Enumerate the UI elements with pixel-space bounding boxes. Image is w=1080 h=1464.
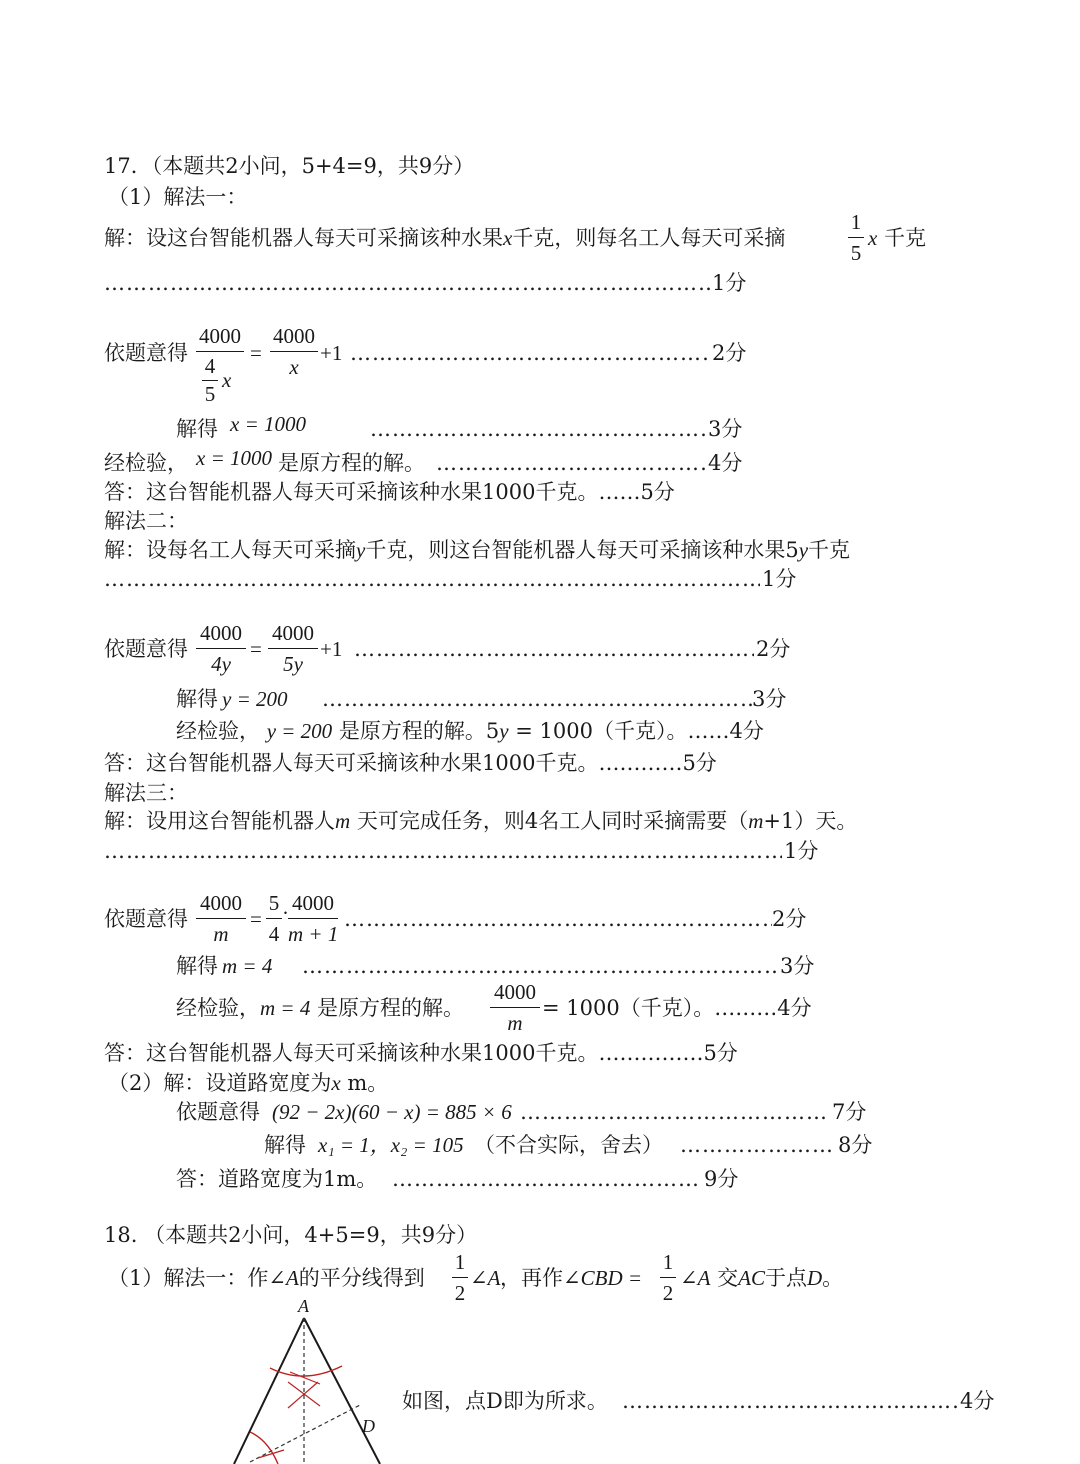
m2-eq-tail: +1	[320, 637, 343, 661]
m1-eq-right-fraction: 4000 x	[270, 324, 318, 379]
m3-eq-left-fraction: 4000 m	[196, 891, 246, 946]
construction-mark-1	[290, 1372, 320, 1384]
m1-solve-expr: x = 1000	[230, 412, 306, 436]
q18-angle-a-1: ∠A	[470, 1266, 501, 1290]
m3-check: 经检验，m = 4 是原方程的解。	[176, 996, 465, 1020]
m2-eq-label: 依题意得	[104, 637, 188, 661]
m1-dots-2	[350, 340, 710, 366]
m2-dots-1	[104, 566, 760, 592]
q18-part1-d: ∠A 交AC于点D。	[680, 1266, 844, 1290]
m2-eq-left-fraction: 4000 4y	[196, 621, 246, 676]
q18-dots	[622, 1388, 958, 1414]
m1-check-end: 是原方程的解。	[278, 451, 425, 475]
m1-check-label: 经检验，	[104, 451, 188, 475]
m1-score-2: 2分	[712, 341, 747, 365]
m2-check: 经检验， y = 200 是原方程的解。5y = 1000（千克）。……4分	[176, 719, 764, 743]
m3-solve-label: 解得	[176, 954, 218, 978]
m3-title: 解法三：	[104, 781, 188, 805]
m3-score-2: 2分	[772, 907, 807, 931]
m1-answer: 答：这台智能机器人每天可采摘该种水果1000千克。……5分	[104, 480, 675, 504]
p2-dots-3	[392, 1166, 702, 1192]
p2-eq-expr: (92 − 2x)(60 − x) = 885 × 6	[272, 1100, 512, 1124]
m1-dots-1	[104, 270, 710, 296]
q18-header: 18. （本题共2小问，4+5=9，共9分）	[104, 1223, 478, 1247]
m1-check-expr: x = 1000	[196, 446, 272, 470]
m3-solve-expr: m = 4	[222, 954, 273, 978]
p2-solve-note: （不合实际，舍去）	[474, 1133, 663, 1157]
p2-setup: （2）解：设道路宽度为x m。	[108, 1071, 389, 1095]
m2-score-1: 1分	[762, 567, 797, 591]
m1-dots-3	[370, 416, 708, 442]
m3-dots-2	[344, 906, 772, 932]
m3-score-1: 1分	[784, 839, 819, 863]
p2-eq-label: 依题意得	[176, 1100, 260, 1124]
figure-label-a: A	[298, 1296, 309, 1316]
m1-score-4: 4分	[708, 451, 743, 475]
m2-title: 解法二：	[104, 509, 188, 533]
m2-solve-label: 解得	[176, 687, 218, 711]
m3-eq-coef-fraction: 5 4	[266, 891, 282, 946]
m1-solve-label: 解得	[176, 417, 218, 441]
p2-dots-2	[680, 1132, 836, 1158]
m2-eq-right-fraction: 4000 5y	[268, 621, 318, 676]
m2-setup: 解：设每名工人每天可采摘y千克，则这台智能机器人每天可采摘该种水果5y千克	[104, 538, 851, 562]
m3-check-fraction: 4000 m	[490, 980, 540, 1035]
p2-score-9: 9分	[704, 1167, 739, 1191]
m1-setup-fraction: 1 5	[848, 210, 864, 265]
q17-part1-label: （1）解法一：	[108, 185, 248, 209]
m3-score-3: 3分	[780, 954, 815, 978]
p2-score-7: 7分	[832, 1100, 867, 1124]
segment-bd	[250, 1405, 360, 1462]
p2-score-8: 8分	[838, 1133, 873, 1157]
construction-arc-2	[250, 1432, 278, 1464]
m2-dots-2	[354, 636, 754, 662]
m2-dots-3	[322, 686, 752, 712]
triangle-left-side	[234, 1318, 304, 1464]
m2-answer: 答：这台智能机器人每天可采摘该种水果1000千克。…………5分	[104, 751, 717, 775]
q18-part1-a: （1）解法一：作∠A的平分线得到	[108, 1266, 425, 1290]
m1-eq-tail: +1	[320, 341, 343, 365]
triangle-right-side	[304, 1318, 380, 1464]
m1-setup: 解：设这台智能机器人每天可采摘该种水果x千克，则每名工人每天可采摘	[104, 226, 786, 250]
m3-dots-3	[302, 953, 780, 979]
q18-part1-c: ，再作∠CBD =	[500, 1266, 642, 1290]
p2-answer: 答：道路宽度为1m。	[176, 1167, 378, 1191]
figure-label-d: D	[362, 1416, 375, 1436]
q17-header: 17．（本题共2小问，5+4=9，共9分）	[104, 154, 475, 178]
p2-solve-label: 解得	[264, 1133, 306, 1157]
m3-dots-1	[104, 838, 782, 864]
q18-half-fraction-2: 1 2	[660, 1250, 676, 1305]
q18-score-4: 4分	[960, 1389, 995, 1413]
m3-eq-right-fraction: 4000 m + 1	[288, 891, 339, 946]
triangle-construction-figure	[220, 1290, 400, 1464]
p2-dots-1	[520, 1099, 830, 1125]
m2-score-3: 3分	[752, 687, 787, 711]
m1-setup-end: x 千克	[868, 226, 927, 250]
m1-eq-left-fraction: 4000 4 5 x	[196, 324, 244, 411]
p2-solve-expr: x₁ = 1，x₂ = 105	[318, 1133, 464, 1157]
m2-score-2: 2分	[756, 637, 791, 661]
m3-answer: 答：这台智能机器人每天可采摘该种水果1000千克。……………5分	[104, 1041, 738, 1065]
m3-setup: 解：设用这台智能机器人m 天可完成任务，则4名工人同时采摘需要（m+1）天。	[104, 809, 858, 833]
m1-dots-4	[436, 450, 706, 476]
m1-score-1: 1分	[712, 271, 747, 295]
q18-fig-text: 如图，点D即为所求。	[402, 1389, 608, 1413]
m1-eq-label: 依题意得	[104, 341, 188, 365]
m3-check-end: = 1000（千克）。………4分	[542, 996, 812, 1020]
m1-score-3: 3分	[708, 417, 743, 441]
m3-eq-label: 依题意得	[104, 907, 188, 931]
q18-half-fraction-1: 1 2	[452, 1250, 468, 1305]
m2-solve-expr: y = 200	[222, 687, 288, 711]
